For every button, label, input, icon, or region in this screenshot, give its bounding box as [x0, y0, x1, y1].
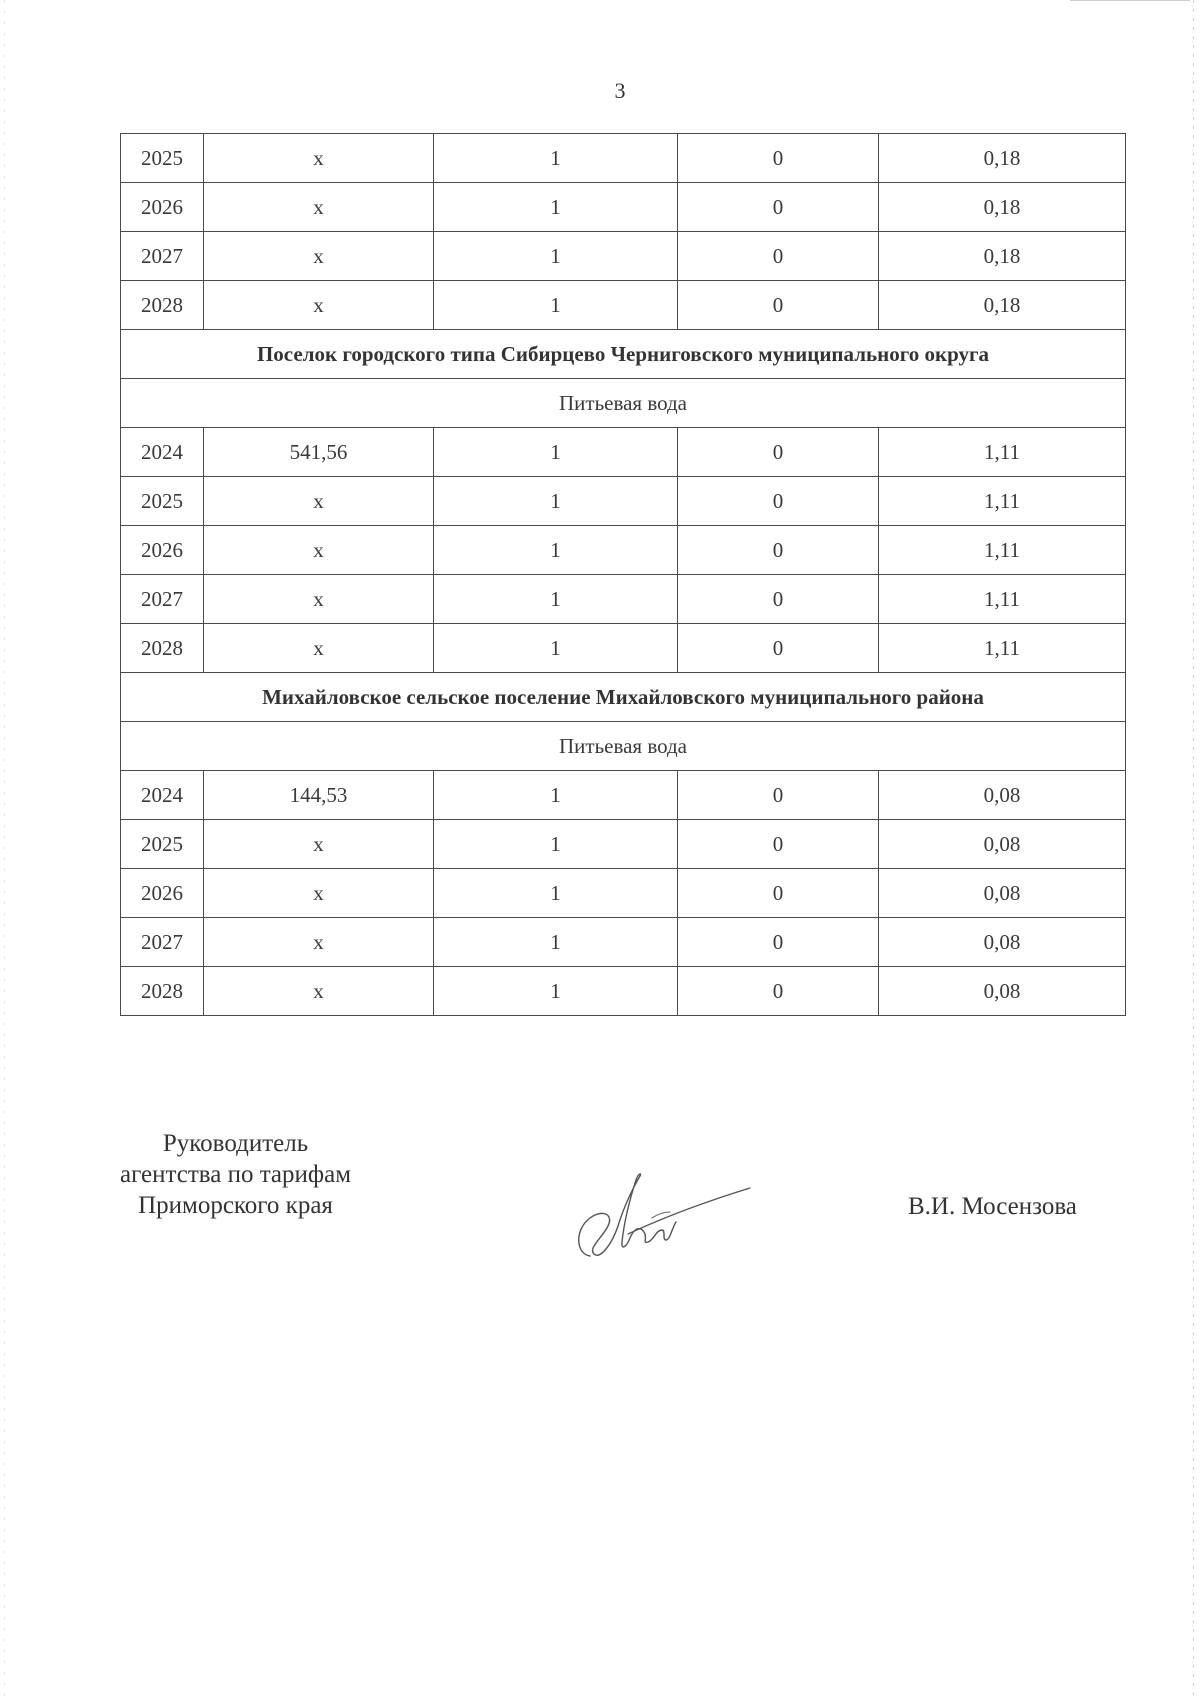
- tariff-table-body: [121, 134, 1126, 1016]
- value-cell: x: [204, 820, 434, 869]
- table-row: [121, 232, 1126, 281]
- year-cell: 2028: [121, 624, 204, 673]
- zero-cell: 0: [678, 575, 879, 624]
- table-row: [121, 428, 1126, 477]
- value-cell: x: [204, 967, 434, 1016]
- handwritten-signature: [568, 1168, 758, 1268]
- coefficient-cell: 1: [434, 281, 678, 330]
- coefficient-cell: 1: [434, 232, 678, 281]
- table-row: [121, 575, 1126, 624]
- table-row: [121, 918, 1126, 967]
- rate-cell: 1,11: [879, 428, 1126, 477]
- subsection-header-row: [121, 379, 1126, 428]
- table-row: [121, 967, 1126, 1016]
- year-cell: 2024: [121, 771, 204, 820]
- zero-cell: 0: [678, 967, 879, 1016]
- subsection-header-row: [121, 722, 1126, 771]
- zero-cell: 0: [678, 428, 879, 477]
- coefficient-cell: 1: [434, 428, 678, 477]
- value-cell: x: [204, 624, 434, 673]
- table-row: [121, 820, 1126, 869]
- scan-edge-left: [4, 0, 5, 1698]
- zero-cell: 0: [678, 281, 879, 330]
- coefficient-cell: 1: [434, 183, 678, 232]
- coefficient-cell: 1: [434, 134, 678, 183]
- value-cell: x: [204, 281, 434, 330]
- rate-cell: 0,08: [879, 869, 1126, 918]
- value-cell: x: [204, 232, 434, 281]
- year-cell: 2028: [121, 967, 204, 1016]
- coefficient-cell: 1: [434, 918, 678, 967]
- zero-cell: 0: [678, 820, 879, 869]
- table-row: [121, 134, 1126, 183]
- zero-cell: 0: [678, 771, 879, 820]
- rate-cell: 0,08: [879, 820, 1126, 869]
- section-header-row: [121, 673, 1126, 722]
- rate-cell: 1,11: [879, 477, 1126, 526]
- year-cell: 2027: [121, 918, 204, 967]
- value-cell: x: [204, 869, 434, 918]
- table-row: [121, 183, 1126, 232]
- coefficient-cell: 1: [434, 967, 678, 1016]
- rate-cell: 1,11: [879, 575, 1126, 624]
- table-row: [121, 477, 1126, 526]
- coefficient-cell: 1: [434, 869, 678, 918]
- zero-cell: 0: [678, 183, 879, 232]
- tariff-table: [120, 133, 1126, 1016]
- value-cell: x: [204, 526, 434, 575]
- value-cell: x: [204, 134, 434, 183]
- rate-cell: 0,08: [879, 967, 1126, 1016]
- rate-cell: 0,08: [879, 918, 1126, 967]
- rate-cell: 0,18: [879, 281, 1126, 330]
- zero-cell: 0: [678, 526, 879, 575]
- zero-cell: 0: [678, 477, 879, 526]
- value-cell: x: [204, 575, 434, 624]
- signatory-name: В.И. Мосензова: [908, 1193, 1077, 1220]
- page-number: 3: [614, 78, 626, 103]
- table-row: [121, 869, 1126, 918]
- value-cell: x: [204, 477, 434, 526]
- scan-edge-right: [1193, 0, 1194, 1698]
- signatory-title-line: Приморского края: [138, 1192, 333, 1219]
- value-cell: 144,53: [204, 771, 434, 820]
- rate-cell: 1,11: [879, 526, 1126, 575]
- value-cell: 541,56: [204, 428, 434, 477]
- zero-cell: 0: [678, 918, 879, 967]
- zero-cell: 0: [678, 869, 879, 918]
- coefficient-cell: 1: [434, 575, 678, 624]
- year-cell: 2025: [121, 820, 204, 869]
- zero-cell: 0: [678, 134, 879, 183]
- coefficient-cell: 1: [434, 771, 678, 820]
- year-cell: 2028: [121, 281, 204, 330]
- section-title: Поселок городского типа Сибирцево Черниговского муниципального округа: [121, 330, 1126, 379]
- year-cell: 2026: [121, 526, 204, 575]
- scan-top-mark: [1070, 0, 1190, 1]
- table-row: [121, 526, 1126, 575]
- rate-cell: 0,18: [879, 134, 1126, 183]
- section-title: Михайловское сельское поселение Михайловского муниципального района: [121, 673, 1126, 722]
- year-cell: 2024: [121, 428, 204, 477]
- year-cell: 2027: [121, 232, 204, 281]
- zero-cell: 0: [678, 624, 879, 673]
- year-cell: 2026: [121, 869, 204, 918]
- signatory-title-line: Руководитель: [162, 1130, 309, 1157]
- value-cell: x: [204, 918, 434, 967]
- year-cell: 2026: [121, 183, 204, 232]
- rate-cell: 0,18: [879, 232, 1126, 281]
- subsection-title: Питьевая вода: [121, 379, 1126, 428]
- rate-cell: 1,11: [879, 624, 1126, 673]
- signatory-title-line: агентства по тарифам: [120, 1161, 352, 1188]
- coefficient-cell: 1: [434, 820, 678, 869]
- year-cell: 2027: [121, 575, 204, 624]
- table-row: [121, 281, 1126, 330]
- table-row: [121, 624, 1126, 673]
- signatory-title: [120, 1128, 351, 1221]
- subsection-title: Питьевая вода: [121, 722, 1126, 771]
- table-row: [121, 771, 1126, 820]
- year-cell: 2025: [121, 477, 204, 526]
- section-header-row: [121, 330, 1126, 379]
- coefficient-cell: 1: [434, 624, 678, 673]
- coefficient-cell: 1: [434, 526, 678, 575]
- year-cell: 2025: [121, 134, 204, 183]
- value-cell: x: [204, 183, 434, 232]
- rate-cell: 0,18: [879, 183, 1126, 232]
- rate-cell: 0,08: [879, 771, 1126, 820]
- coefficient-cell: 1: [434, 477, 678, 526]
- zero-cell: 0: [678, 232, 879, 281]
